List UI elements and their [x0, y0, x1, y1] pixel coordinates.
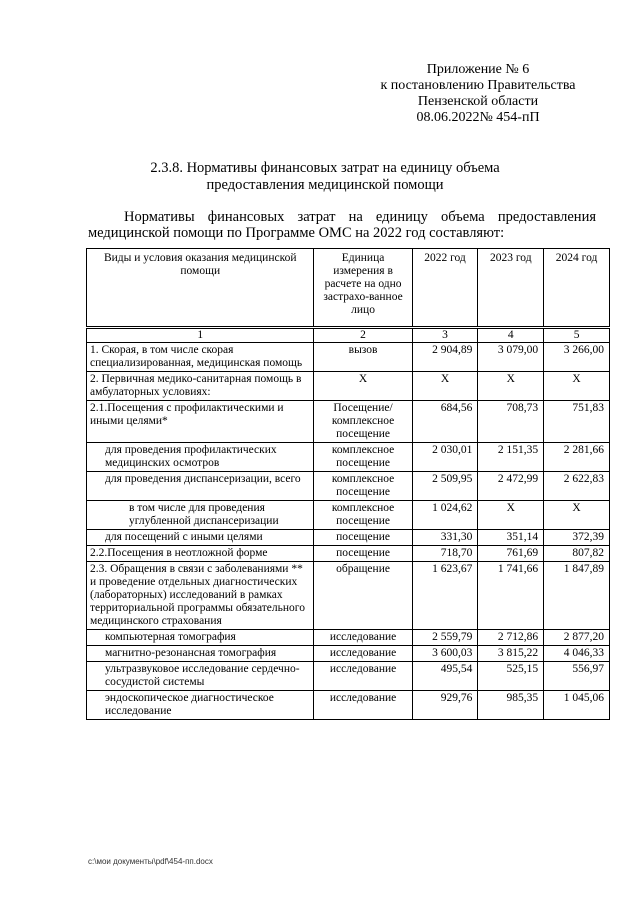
row-label: компьютерная томография — [87, 630, 314, 646]
header-unit: Единица измерения в расчете на одно застрахо-ванное лицо — [314, 249, 412, 327]
row-value-2022: 2 509,95 — [412, 472, 478, 501]
column-number: 2 — [314, 329, 412, 343]
row-value-2023: Х — [478, 501, 544, 530]
file-path-footer: c:\мои документы\pdf\454-пп.docx — [88, 857, 213, 866]
row-value-2024: 2 877,20 — [544, 630, 610, 646]
row-unit: исследование — [314, 662, 412, 691]
header-2022: 2022 год — [412, 249, 478, 327]
norms-table — [86, 328, 610, 720]
table-row — [87, 472, 610, 501]
table-row — [87, 546, 610, 562]
row-value-2023: 1 741,66 — [478, 562, 544, 630]
row-label: в том числе для проведения углубленной диспансеризации — [87, 501, 314, 530]
appendix-block — [340, 62, 616, 126]
row-unit: Х — [314, 372, 412, 401]
row-unit: посещение — [314, 530, 412, 546]
row-label: 2.1.Посещения с профилактическими и иными целями* — [87, 401, 314, 443]
appendix-line-2: к постановлению Правительства — [380, 78, 576, 93]
row-value-2024: 751,83 — [544, 401, 610, 443]
column-number: 5 — [544, 329, 610, 343]
row-value-2024: Х — [544, 372, 610, 401]
row-value-2024: 372,39 — [544, 530, 610, 546]
row-value-2022: 3 600,03 — [412, 646, 478, 662]
row-value-2023: 525,15 — [478, 662, 544, 691]
table-row — [87, 443, 610, 472]
row-value-2023: 2 151,35 — [478, 443, 544, 472]
table-row — [87, 343, 610, 372]
row-value-2024: 1 045,06 — [544, 691, 610, 720]
section-title-line-1: 2.3.8. Нормативы финансовых затрат на единицу объема — [150, 160, 500, 176]
row-unit: комплексное посещение — [314, 443, 412, 472]
row-value-2022: 2 559,79 — [412, 630, 478, 646]
row-unit: посещение — [314, 546, 412, 562]
section-title-line-2: предоставления медицинской помощи — [206, 177, 444, 193]
table-row — [87, 646, 610, 662]
row-unit: вызов — [314, 343, 412, 372]
row-value-2023: 2 712,86 — [478, 630, 544, 646]
column-number: 3 — [412, 329, 478, 343]
intro-paragraph — [88, 209, 596, 241]
row-value-2022: 718,70 — [412, 546, 478, 562]
row-label: эндоскопическое диагностическое исследование — [87, 691, 314, 720]
row-value-2022: 929,76 — [412, 691, 478, 720]
row-unit: исследование — [314, 646, 412, 662]
row-value-2023: 3 815,22 — [478, 646, 544, 662]
row-unit: комплексное посещение — [314, 472, 412, 501]
row-value-2024: 3 266,00 — [544, 343, 610, 372]
column-number: 4 — [478, 329, 544, 343]
header-kind: Виды и условия оказания медицинской помощи — [87, 249, 314, 327]
row-value-2023: 351,14 — [478, 530, 544, 546]
row-label: 2.2.Посещения в неотложной форме — [87, 546, 314, 562]
row-value-2024: 4 046,33 — [544, 646, 610, 662]
row-unit: исследование — [314, 630, 412, 646]
row-unit: Посещение/ комплексное посещение — [314, 401, 412, 443]
row-value-2022: 2 030,01 — [412, 443, 478, 472]
table-row — [87, 662, 610, 691]
appendix-line-4: 08.06.2022№ 454-пП — [416, 110, 540, 125]
row-label: магнитно-резонансная томография — [87, 646, 314, 662]
row-unit: комплексное посещение — [314, 501, 412, 530]
row-value-2023: 761,69 — [478, 546, 544, 562]
header-2024: 2024 год — [544, 249, 610, 327]
row-value-2023: Х — [478, 372, 544, 401]
row-value-2024: 2 281,66 — [544, 443, 610, 472]
row-value-2022: 684,56 — [412, 401, 478, 443]
row-value-2022: 495,54 — [412, 662, 478, 691]
row-value-2023: 708,73 — [478, 401, 544, 443]
row-label: для проведения профилактических медицинских осмотров — [87, 443, 314, 472]
appendix-line-3: Пензенской области — [417, 94, 539, 109]
table-row — [87, 530, 610, 546]
row-unit: исследование — [314, 691, 412, 720]
row-label: 1. Скорая, в том числе скорая специализированная, медицинская помощь — [87, 343, 314, 372]
appendix-line-1: Приложение № 6 — [426, 62, 530, 77]
row-label: 2.3. Обращения в связи с заболеваниями ** и проведение отдельных диагностических (лабораторных) исследований в рамках территориальной программы обязательного медицинского страхования — [87, 562, 314, 630]
row-value-2024: 1 847,89 — [544, 562, 610, 630]
table-row — [87, 630, 610, 646]
row-value-2024: 2 622,83 — [544, 472, 610, 501]
row-value-2023: 3 079,00 — [478, 343, 544, 372]
row-value-2022: 1 623,67 — [412, 562, 478, 630]
table-row — [87, 501, 610, 530]
row-value-2023: 2 472,99 — [478, 472, 544, 501]
table-header — [86, 248, 610, 327]
column-number: 1 — [87, 329, 314, 343]
header-2023: 2023 год — [478, 249, 544, 327]
table-row — [87, 691, 610, 720]
row-value-2022: Х — [412, 372, 478, 401]
column-number-row — [87, 329, 610, 343]
table-row — [87, 372, 610, 401]
row-unit: обращение — [314, 562, 412, 630]
row-label: для проведения диспансеризации, всего — [87, 472, 314, 501]
row-value-2022: 331,30 — [412, 530, 478, 546]
row-value-2024: 556,97 — [544, 662, 610, 691]
row-label: 2. Первичная медико-санитарная помощь в амбулаторных условиях: — [87, 372, 314, 401]
table-row — [87, 562, 610, 630]
intro-line-2: медицинской помощи по Программе ОМС на 2022 год составляют: — [88, 225, 505, 241]
header-row — [87, 249, 610, 327]
row-value-2024: Х — [544, 501, 610, 530]
row-value-2022: 2 904,89 — [412, 343, 478, 372]
row-value-2022: 1 024,62 — [412, 501, 478, 530]
intro-line-1: Нормативы финансовых затрат на единицу объема предоставления — [124, 209, 596, 225]
row-value-2023: 985,35 — [478, 691, 544, 720]
row-value-2024: 807,82 — [544, 546, 610, 562]
row-label: для посещений с иными целями — [87, 530, 314, 546]
row-label: ультразвуковое исследование сердечно-сосудистой системы — [87, 662, 314, 691]
section-title — [100, 160, 550, 194]
table-row — [87, 401, 610, 443]
